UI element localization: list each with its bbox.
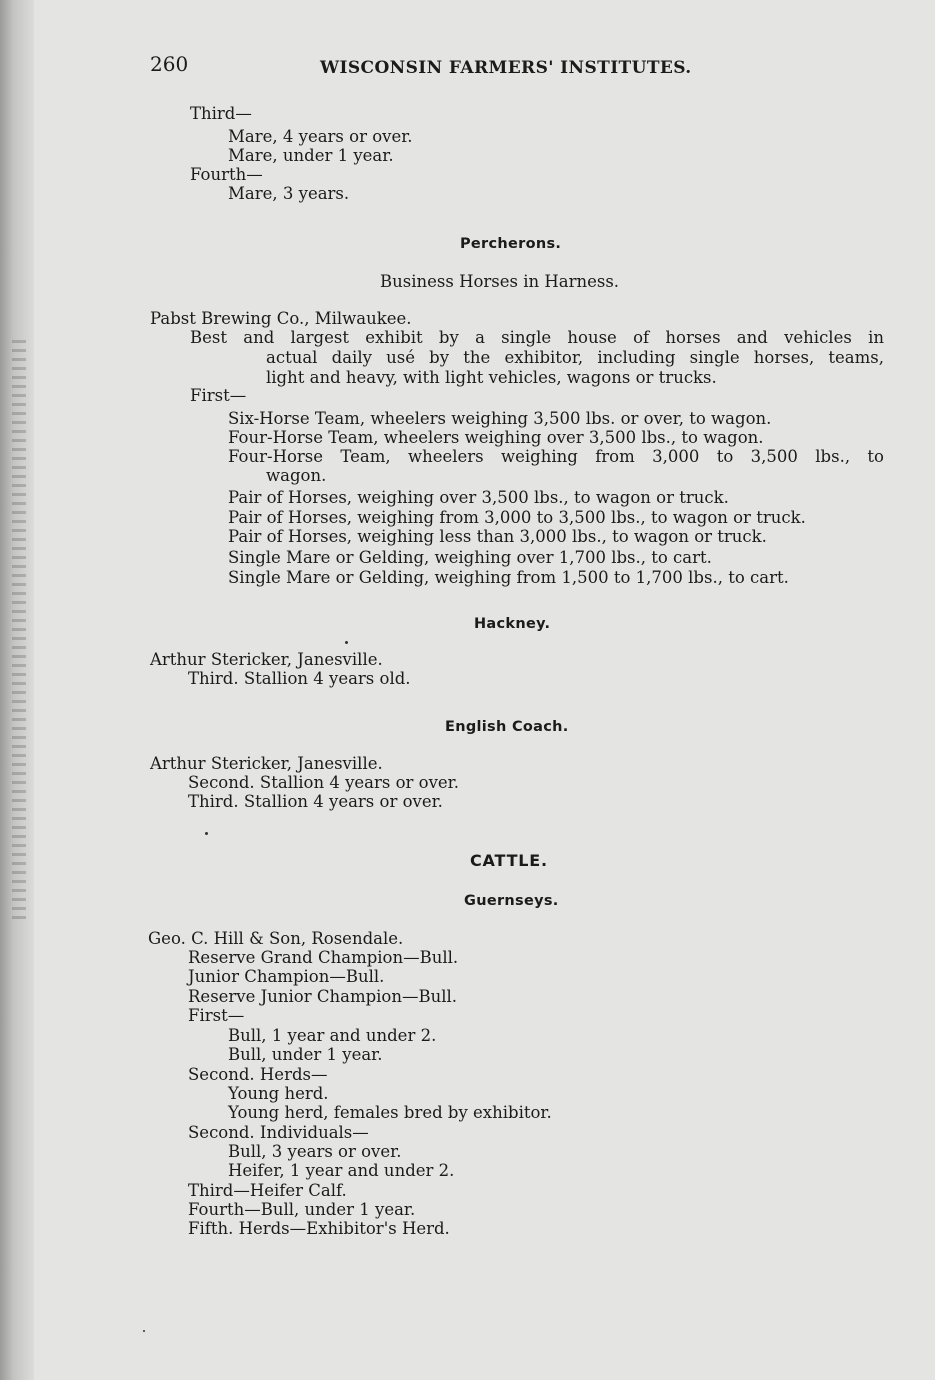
breed-heading: English Coach.: [445, 719, 569, 735]
award-item: Fifth. Herds—Exhibitor's Herd.: [188, 1219, 450, 1238]
award-item: Single Mare or Gelding, weighing from 1,500 to 1,700 lbs., to cart.: [228, 568, 789, 587]
award-item: Pair of Horses, weighing over 3,500 lbs., to wagon or truck.: [228, 488, 729, 507]
award-item: Four-Horse Team, wheelers weighing from 3,000 to 3,500 lbs., to: [228, 447, 884, 466]
class-subheading: Business Horses in Harness.: [380, 272, 620, 291]
award-label-first: First—: [190, 386, 247, 405]
award-item: Six-Horse Team, wheelers weighing 3,500 lbs. or over, to wagon.: [228, 409, 772, 428]
exhibitor-name: Geo. C. Hill & Son, Rosendale.: [148, 929, 404, 948]
award-item: Heifer, 1 year and under 2.: [228, 1161, 455, 1180]
speck: [205, 832, 208, 835]
award-label-fourth: Fourth—: [190, 165, 263, 184]
award-item: Pair of Horses, weighing from 3,000 to 3,500 lbs., to wagon or truck.: [228, 508, 806, 527]
award-item: Third. Stallion 4 years old.: [188, 669, 411, 688]
award-item: Mare, under 1 year.: [228, 146, 394, 165]
award-item: Bull, under 1 year.: [228, 1045, 383, 1064]
award-item: Third—Heifer Calf.: [188, 1181, 347, 1200]
award-item: Second. Stallion 4 years or over.: [188, 773, 460, 792]
bleed-through-marks: [12, 340, 26, 920]
award-item: Four-Horse Team, wheelers weighing over 3,500 lbs., to wagon.: [228, 428, 764, 447]
award-description: light and heavy, with light vehicles, wagons or trucks.: [266, 368, 717, 387]
award-label-third: Third—: [190, 104, 252, 123]
award-item: Junior Champion—Bull.: [188, 967, 385, 986]
award-label: Second. Individuals—: [188, 1123, 369, 1142]
award-item: Reserve Junior Champion—Bull.: [188, 987, 458, 1006]
running-title: WISCONSIN FARMERS' INSTITUTES.: [320, 58, 692, 78]
award-item: Bull, 3 years or over.: [228, 1142, 402, 1161]
breed-heading: Percherons.: [460, 236, 562, 252]
breed-heading: Guernseys.: [464, 893, 559, 909]
award-item: Mare, 3 years.: [228, 184, 350, 203]
speck: [345, 641, 348, 644]
award-item: Reserve Grand Champion—Bull.: [188, 948, 459, 967]
award-item: Third. Stallion 4 years or over.: [188, 792, 443, 811]
award-label: Second. Herds—: [188, 1065, 328, 1084]
award-description: Best and largest exhibit by a single house of horses and vehicles in: [190, 328, 884, 347]
award-item: Mare, 4 years or over.: [228, 127, 413, 146]
breed-heading: Hackney.: [474, 616, 551, 632]
exhibitor-name: Pabst Brewing Co., Milwaukee.: [150, 309, 412, 328]
award-item: Young herd, females bred by exhibitor.: [228, 1103, 552, 1122]
award-item: wagon.: [266, 466, 327, 485]
award-description: actual daily usé by the exhibitor, including single horses, teams,: [266, 348, 884, 367]
speck: [143, 1330, 145, 1332]
exhibitor-name: Arthur Stericker, Janesville.: [150, 754, 383, 773]
award-item: Bull, 1 year and under 2.: [228, 1026, 437, 1045]
section-heading: CATTLE.: [470, 851, 548, 870]
award-item: Young herd.: [228, 1084, 329, 1103]
exhibitor-name: Arthur Stericker, Janesville.: [150, 650, 383, 669]
page-number: 260: [150, 52, 189, 76]
award-item: Pair of Horses, weighing less than 3,000 lbs., to wagon or truck.: [228, 527, 767, 546]
award-item: Fourth—Bull, under 1 year.: [188, 1200, 416, 1219]
award-label-first: First—: [188, 1006, 245, 1025]
award-item: Single Mare or Gelding, weighing over 1,700 lbs., to cart.: [228, 548, 712, 567]
